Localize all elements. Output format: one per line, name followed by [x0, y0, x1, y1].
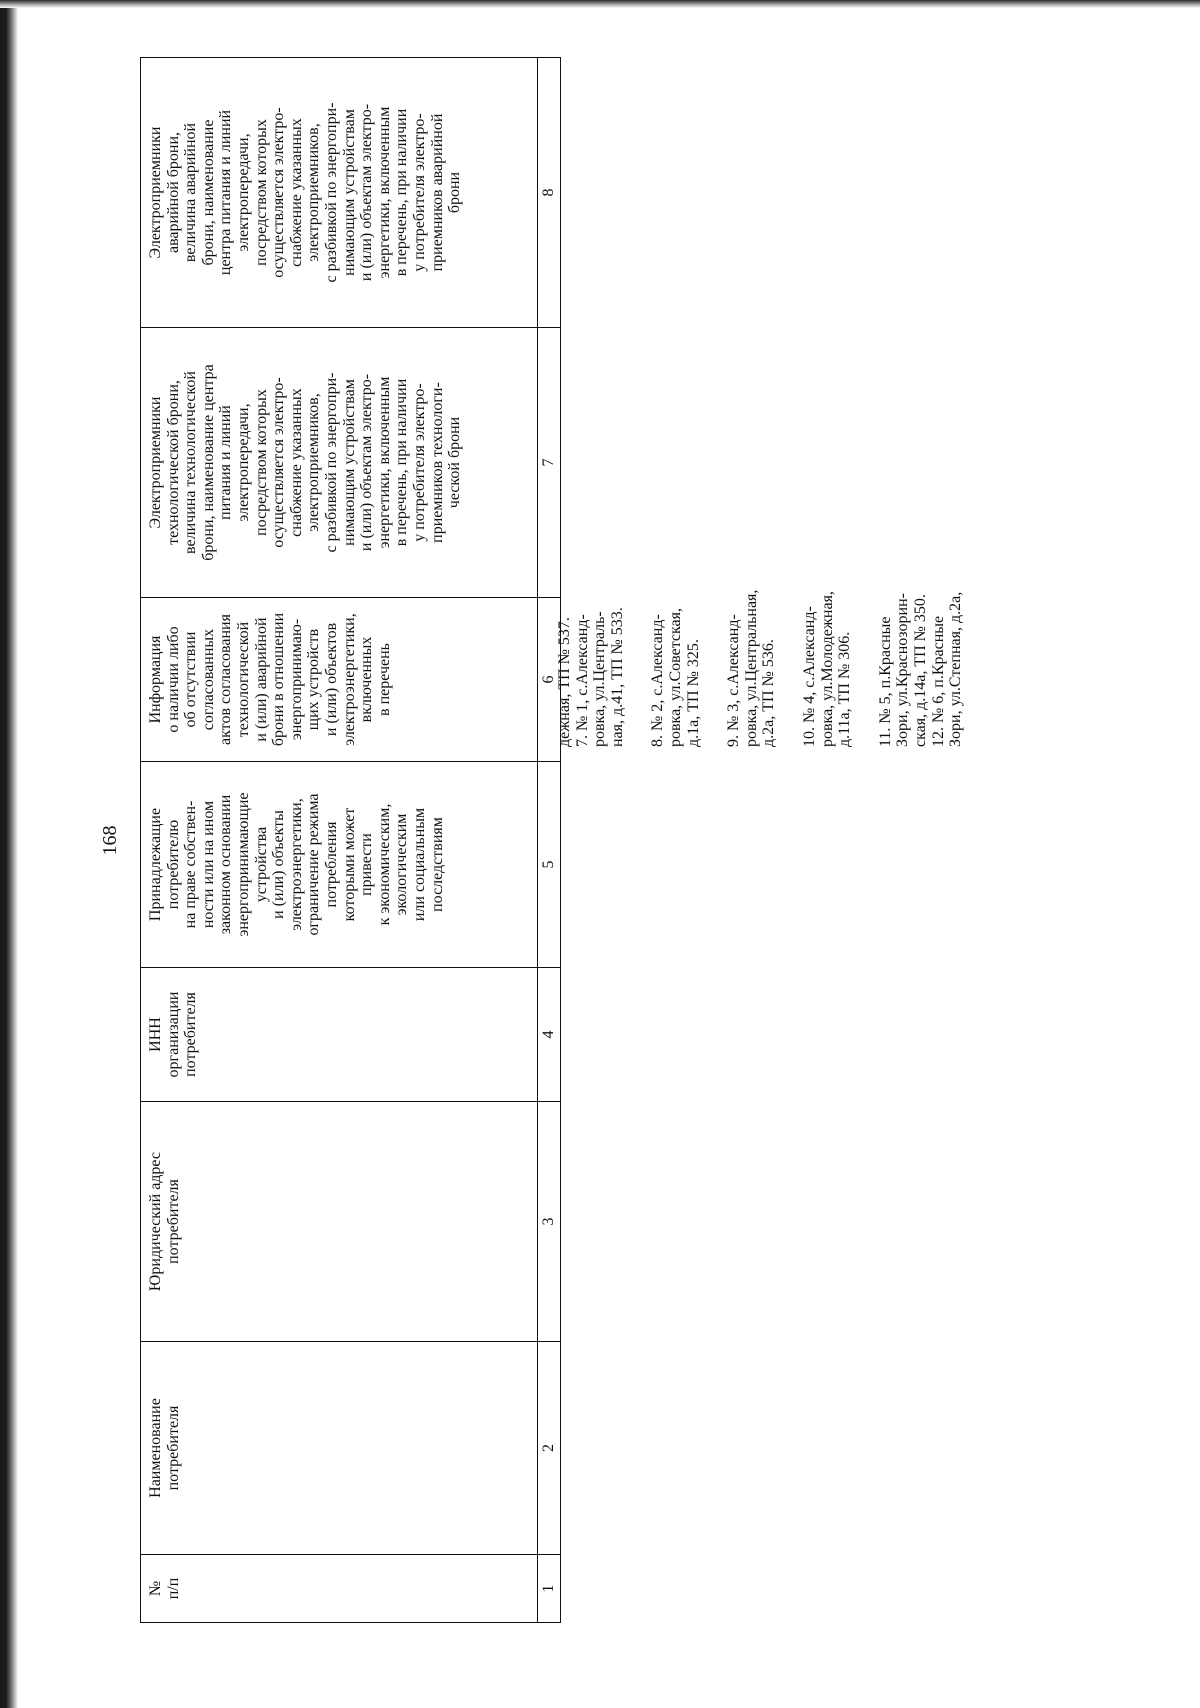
address-line: Зори, ул.Краснозорин- [894, 593, 912, 747]
header-line: потребителю [164, 819, 182, 910]
page-number: 168 [99, 825, 121, 856]
header-cell-legal-address [141, 1102, 538, 1342]
header-line: центра питания и линий [217, 109, 235, 276]
address-line: д.11а, ТП № 306. [836, 631, 854, 747]
header-line: осуществляется электро- [270, 107, 288, 278]
header-line: энергопринимающие [234, 792, 252, 937]
address-entry [556, 473, 626, 747]
header-line: привести [358, 833, 376, 896]
header-line: величина аварийной [182, 122, 200, 263]
header-line: на праве собствен- [182, 800, 200, 929]
column-number: 4 [538, 968, 561, 1102]
column-number: 8 [538, 58, 561, 328]
header-line: Принадлежащие [147, 807, 164, 922]
address-line: 9. № 3, с.Александ- [725, 614, 743, 747]
header-line: в перечень [375, 643, 393, 716]
header-line: к экономическим, [375, 803, 393, 926]
header-line: энергопринимаю- [287, 618, 305, 741]
header-line: электропередачи, [234, 133, 252, 252]
header-line: актов согласования [217, 614, 235, 745]
header-line: экологическим [393, 813, 411, 916]
header-line: нимающим устройствам [340, 379, 358, 546]
address-line: ровка, ул.Советская, [666, 608, 684, 747]
header-line: ограничение режима [305, 793, 323, 936]
header-line: брони [446, 171, 464, 214]
address-line: ровка, ул.Централь- [591, 611, 609, 747]
header-line: и (или) объектам электро- [358, 373, 376, 552]
header-line: электроэнергетики, [340, 613, 358, 746]
header-line: ности или на ином [199, 800, 217, 929]
address-line: 8. № 2, с.Александ- [649, 614, 667, 747]
address-entry [725, 473, 778, 747]
address-line: Зори, ул.Степная, д.2а, [947, 591, 965, 747]
rotated-document-page [98, 58, 1188, 1623]
address-line: ровка, ул.Молодежная, [818, 591, 836, 747]
header-line: снабжение указанных [287, 118, 305, 267]
header-cell-inn [141, 968, 538, 1102]
address-line: ная, д.41, ТП № 533. [608, 607, 626, 747]
address-line: 7. № 1, с.Александ- [573, 614, 591, 747]
address-list [556, 473, 965, 747]
address-entry [801, 473, 854, 747]
header-cell-consumer-name [141, 1342, 538, 1555]
header-line: или социальным [410, 807, 428, 922]
header-line: и (или) объекты [270, 810, 288, 919]
header-line: Юридический адрес [147, 1151, 164, 1292]
header-line: устройства [252, 826, 270, 903]
header-line: электропередачи, [234, 403, 252, 522]
header-line: Наименование [147, 1398, 164, 1498]
address-line: ская, д.14а, ТП № 350. [911, 594, 929, 747]
column-number: 2 [538, 1342, 561, 1555]
column-number: 6 [538, 598, 561, 762]
header-line: ИНН [147, 1017, 164, 1052]
header-line: потребителя [164, 1405, 182, 1491]
header-line: снабжение указанных [287, 388, 305, 537]
header-line: приемников технологи- [428, 382, 446, 543]
header-line: потребления [322, 821, 340, 908]
header-line: Электроприемники [147, 396, 164, 529]
header-line: Электроприемники [147, 126, 164, 259]
header-line: электроприемников, [305, 123, 323, 262]
header-line: брони в отношении [270, 612, 288, 747]
header-line: осуществляется электро- [270, 377, 288, 548]
header-line: потребителя [164, 1179, 182, 1264]
header-line: ческой брони [446, 416, 464, 509]
header-cell-number [141, 1555, 538, 1623]
header-line: у потребителя электро- [410, 113, 428, 272]
header-line: посредством которых [252, 389, 270, 536]
header-line: об отсутствии [182, 631, 200, 728]
header-line: энергетики, включенным [375, 376, 393, 549]
header-cell-emergency-reserve [141, 58, 538, 328]
header-line: с разбивкой по энергопри- [322, 372, 340, 553]
header-line: организации [164, 991, 182, 1078]
header-line: и (или) объектов [322, 622, 340, 737]
header-line: потребителя [182, 992, 200, 1077]
address-line: д.2а, ТП № 536. [760, 639, 778, 747]
table-body-continuation [556, 58, 1186, 1623]
header-line: посредством которых [252, 119, 270, 266]
header-line: брони, наименование центра [199, 364, 217, 561]
header-line: у потребителя электро- [410, 383, 428, 542]
header-line: нимающим устройствам [340, 109, 358, 276]
column-number: 1 [538, 1555, 561, 1623]
consumer-table [140, 57, 561, 1623]
address-line: 10. № 4, с.Александ- [800, 606, 818, 747]
header-line: последствиям [428, 817, 446, 912]
address-line: 11. № 5, п.Красные [876, 616, 894, 747]
header-cell-technological-reserve [141, 328, 538, 598]
header-line: включенных [358, 636, 376, 723]
header-line: и (или) аварийной [252, 617, 270, 742]
address-entry [649, 473, 702, 747]
header-line: в перечень, при наличии [393, 378, 411, 547]
address-line: д.1а, ТП № 325. [684, 639, 702, 747]
scan-shadow-left [0, 0, 18, 1708]
header-cell-agreement-info [141, 598, 538, 762]
scan-shadow-top [0, 0, 1200, 8]
header-line: электроэнергетики, [287, 798, 305, 931]
column-number: 3 [538, 1102, 561, 1342]
header-line: с разбивкой по энергопри- [322, 102, 340, 283]
header-line: технологической [234, 621, 252, 738]
header-line: о наличии либо [164, 626, 182, 733]
header-line: законном основании [217, 794, 235, 935]
address-line: 12. № 6, п.Красные [929, 615, 947, 747]
header-line: электроприемников, [305, 393, 323, 532]
header-line: п/п [164, 1577, 182, 1600]
header-line: технологической брони, [164, 380, 182, 545]
header-line: аварийной брони, [164, 131, 182, 254]
header-line: согласованных [199, 628, 217, 731]
header-line: величина технологической [182, 371, 200, 554]
header-line: и (или) объектам электро- [358, 103, 376, 282]
address-entry [877, 473, 965, 747]
address-line: дежная, ТП № 537. [556, 617, 573, 747]
column-number: 7 [538, 328, 561, 598]
header-line: в перечень, при наличии [393, 108, 411, 277]
header-line: питания и линий [217, 405, 235, 520]
address-line: ровка, ул.Центральная, [742, 589, 760, 747]
header-line: щих устройств [305, 628, 323, 731]
header-line: № [147, 1580, 164, 1597]
header-line: брони, наименование [199, 119, 217, 266]
header-line: Информация [147, 635, 164, 724]
header-line: приемников аварийной [428, 113, 446, 272]
column-number: 5 [538, 762, 561, 968]
header-line: энергетики, включенным [375, 106, 393, 279]
header-cell-devices [141, 762, 538, 968]
header-row [141, 58, 538, 1623]
header-line: которыми может [340, 807, 358, 922]
